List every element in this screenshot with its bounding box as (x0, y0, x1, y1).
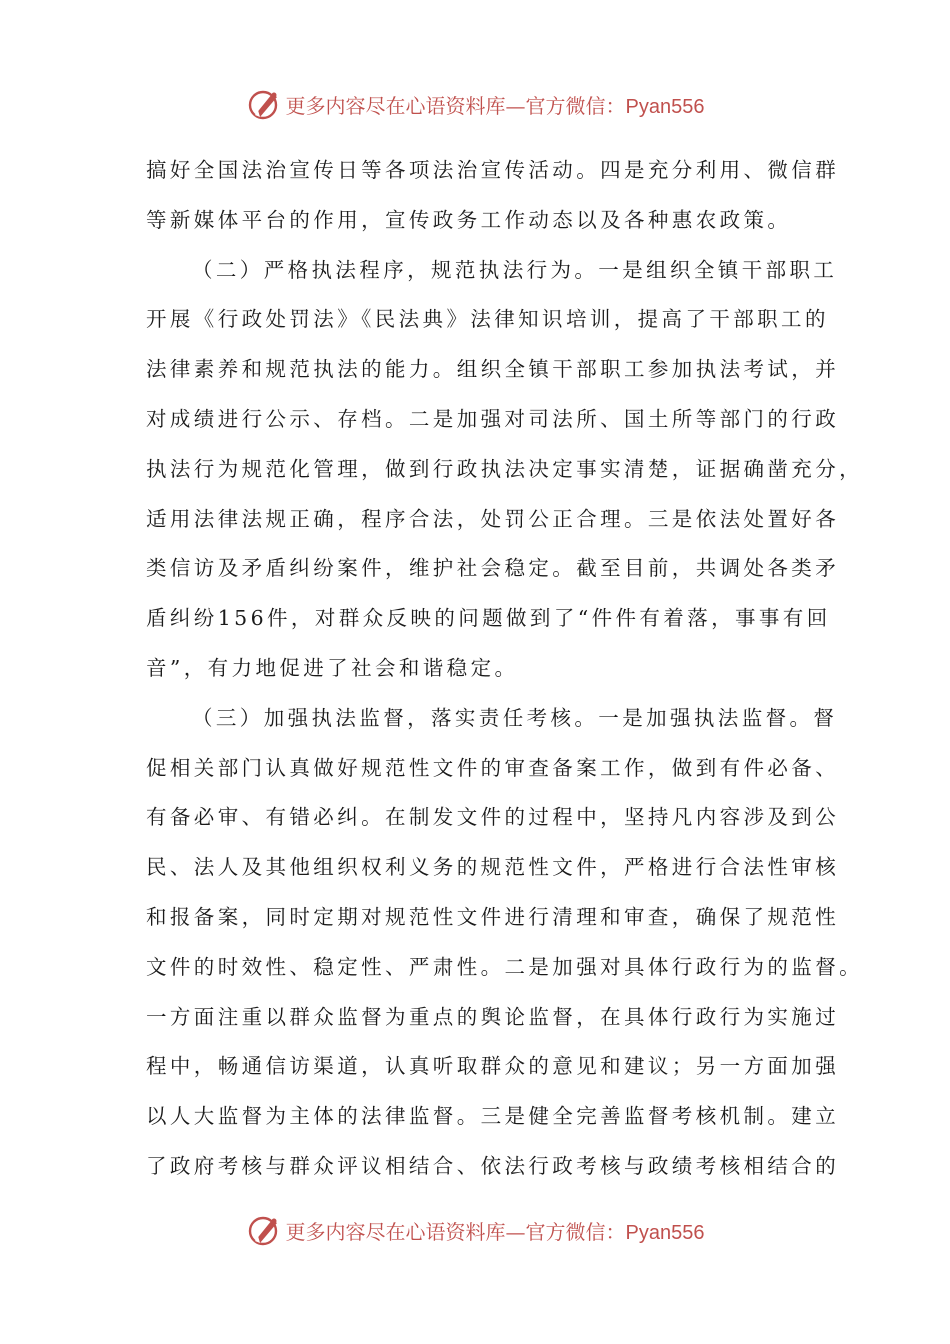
text-line: 民、法人及其他组织权利义务的规范性文件，严格进行合法性审核 (146, 855, 840, 880)
text-line: 有备必审、有错必纠。在制发文件的过程中，坚持凡内容涉及到公 (146, 805, 840, 830)
pen-logo-icon (246, 86, 282, 122)
text-line: 以人大监督为主体的法律监督。三是健全完善监督考核机制。建立 (146, 1104, 840, 1129)
banner-text: 更多内容尽在心语资料库—官方微信：Pyan556 (285, 93, 705, 118)
text-line: 适用法律法规正确，程序合法，处罚公正合理。三是依法处置好各 (146, 506, 840, 531)
paragraph-heading-line: （三）加强执法监督，落实责任考核。一是加强执法监督。督 (192, 705, 838, 730)
text-line: 对成绩进行公示、存档。二是加强对司法所、国土所等部门的行政 (146, 406, 840, 431)
header-watermark-banner (0, 82, 950, 126)
text-line: 搞好全国法治宣传日等各项法治宣传活动。四是充分利用、微信群 (146, 158, 840, 182)
text-line: 类信访及矛盾纠纷案件，维护社会稳定。截至目前，共调处各类矛 (146, 556, 840, 581)
banner-text: 更多内容尽在心语资料库—官方微信：Pyan556 (285, 1219, 705, 1244)
wechat-id: Pyan556 (625, 1221, 705, 1244)
text-line: 执法行为规范化管理，做到行政执法决定事实清楚，证据确凿充分， (146, 456, 863, 481)
document-body (146, 146, 863, 1192)
text-line: 促相关部门认真做好规范性文件的审查备案工作，做到有件必备、 (146, 755, 840, 780)
text-line: 等新媒体平台的作用，宣传政务工作动态以及各种惠农政策。 (146, 207, 792, 232)
wechat-id: Pyan556 (625, 95, 705, 118)
text-line: 音”，有力地促进了社会和谐稳定。 (146, 655, 519, 680)
text-line: 盾纠纷156件，对群众反映的问题做到了“件件有着落，事事有回 (146, 606, 831, 631)
text-line: 法律素养和规范执法的能力。组织全镇干部职工参加执法考试，并 (146, 357, 840, 382)
text-line: 一方面注重以群众监督为重点的舆论监督，在具体行政行为实施过 (146, 1004, 840, 1029)
text-line: 开展《行政处罚法》《民法典》法律知识培训，提高了干部职工的 (146, 307, 829, 332)
footer-watermark-banner (0, 1208, 950, 1252)
text-line: 文件的时效性、稳定性、严肃性。二是加强对具体行政行为的监督。 (146, 954, 863, 979)
text-line: 和报备案，同时定期对规范性文件进行清理和审查，确保了规范性 (146, 904, 840, 929)
paragraph-heading-line: （二）严格执法程序，规范执法行为。一是组织全镇干部职工 (192, 257, 838, 282)
text-line: 程中，畅通信访渠道，认真听取群众的意见和建议；另一方面加强 (146, 1054, 840, 1079)
text-line: 了政府考核与群众评议相结合、依法行政考核与政绩考核相结合的 (146, 1153, 840, 1178)
pen-logo-icon (246, 1212, 282, 1248)
